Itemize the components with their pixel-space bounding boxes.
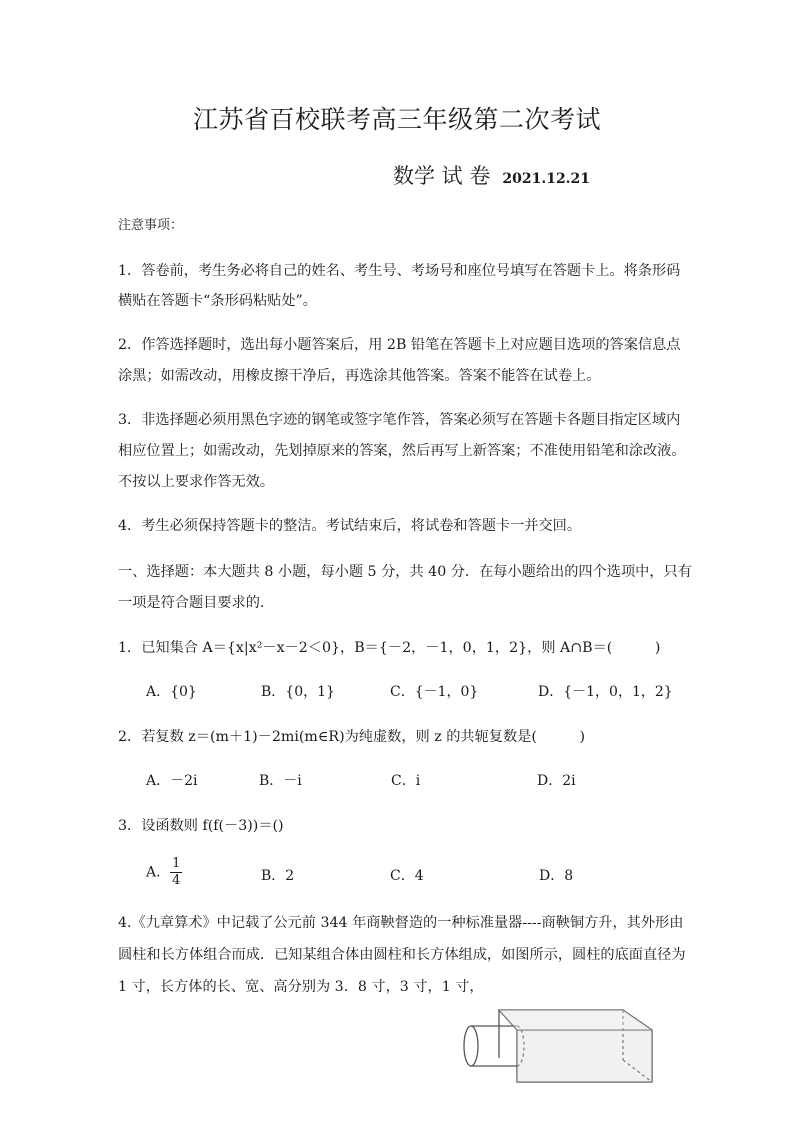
exam-title: 江苏省百校联考高三年级第二次考试 bbox=[192, 105, 601, 134]
question-2-stem: 2．若复数 z＝(m＋1)－2mi(m∈R)为纯虚数，则 z 的共轭复数是( ) bbox=[118, 729, 585, 745]
fraction-denominator: 4 bbox=[172, 873, 181, 888]
question-1-option-b: B．{0，1} bbox=[261, 684, 335, 700]
question-1-option-a: A．{0} bbox=[146, 684, 197, 700]
notice-line: 2．作答选择题时，选出每小题答案后，用 2B 铅笔在答题卡上对应题目选项的答案信息点 bbox=[118, 337, 681, 353]
notice-line: 3．非选择题必须用黑色字迹的钢笔或签字笔作答，答案必须写在答题卡各题目指定区域内 bbox=[118, 412, 681, 428]
question-1-option-d: D．{－1，0，1，2} bbox=[538, 684, 673, 700]
cylinder-cuboid-figure bbox=[455, 998, 665, 1093]
question-2-option-a: A．－2i bbox=[146, 773, 198, 789]
fraction-numerator: 1 bbox=[172, 856, 181, 871]
notice-line: 4．考生必须保持答题卡的整洁。考试结束后，将试卷和答题卡一并交回。 bbox=[118, 518, 582, 534]
exam-date: 2021.12.21 bbox=[502, 171, 591, 187]
cuboid-shading bbox=[517, 1030, 652, 1082]
question-4-line: 圆柱和长方体组合而成．已知某组合体由圆柱和长方体组成，如图所示，圆柱的底面直径为 bbox=[118, 947, 686, 963]
question-3-option-a bbox=[146, 856, 182, 889]
question-4-line: 4.《九章算术》中记载了公元前 344 年商鞅督造的一种标准量器----商鞅铜方升，其外形由 bbox=[118, 915, 684, 931]
question-2-option-d: D．2i bbox=[537, 773, 576, 789]
section-heading: 一、选择题：本大题共 8 小题，每小题 5 分，共 40 分．在每小题给出的四个选项中，只有 bbox=[118, 564, 692, 580]
notice-line: 横贴在答题卡“条形码粘贴处”。 bbox=[118, 293, 317, 309]
notice-line: 不按以上要求作答无效。 bbox=[118, 474, 275, 490]
notice-line: 1．答卷前，考生务必将自己的姓名、考生号、考场号和座位号填写在答题卡上。将条形码 bbox=[118, 263, 681, 279]
question-3-option-b: B．2 bbox=[261, 868, 295, 884]
exam-subtitle bbox=[393, 160, 590, 190]
notice-line: 相应位置上；如需改动，先划掉原来的答案，然后再写上新答案；不准使用铅笔和涂改液。 bbox=[118, 443, 686, 459]
question-3-option-d: D．8 bbox=[539, 868, 574, 884]
question-3-stem: 3．设函数则 f(f(－3))＝() bbox=[118, 818, 284, 834]
option-a-label: A． bbox=[146, 864, 171, 881]
question-1-option-c: C．{－1，0} bbox=[390, 684, 479, 700]
question-3-option-c: C．4 bbox=[390, 868, 424, 884]
notice-line: 涂黑；如需改动，用橡皮擦干净后，再选涂其他答案。答案不能答在试卷上。 bbox=[118, 368, 601, 384]
question-2-option-c: C．i bbox=[391, 773, 421, 789]
cylinder-end bbox=[464, 1026, 478, 1066]
question-1-stem: 1．已知集合 A＝{x|x²－x－2＜0}，B＝{－2，－1，0，1，2}，则 A∩B＝( ) bbox=[118, 640, 661, 656]
notice-heading: 注意事项： bbox=[118, 218, 184, 233]
question-4-line: 1 寸，长方体的长、宽、高分别为 3．8 寸，3 寸，1 寸， bbox=[118, 979, 484, 995]
section-heading-cont: 一项是符合题目要求的. bbox=[118, 595, 265, 611]
cuboid-top-shading bbox=[499, 1010, 652, 1030]
fraction bbox=[170, 856, 182, 889]
subject-label: 数学 试 卷 bbox=[393, 164, 491, 188]
question-2-option-b: B．－i bbox=[259, 773, 302, 789]
